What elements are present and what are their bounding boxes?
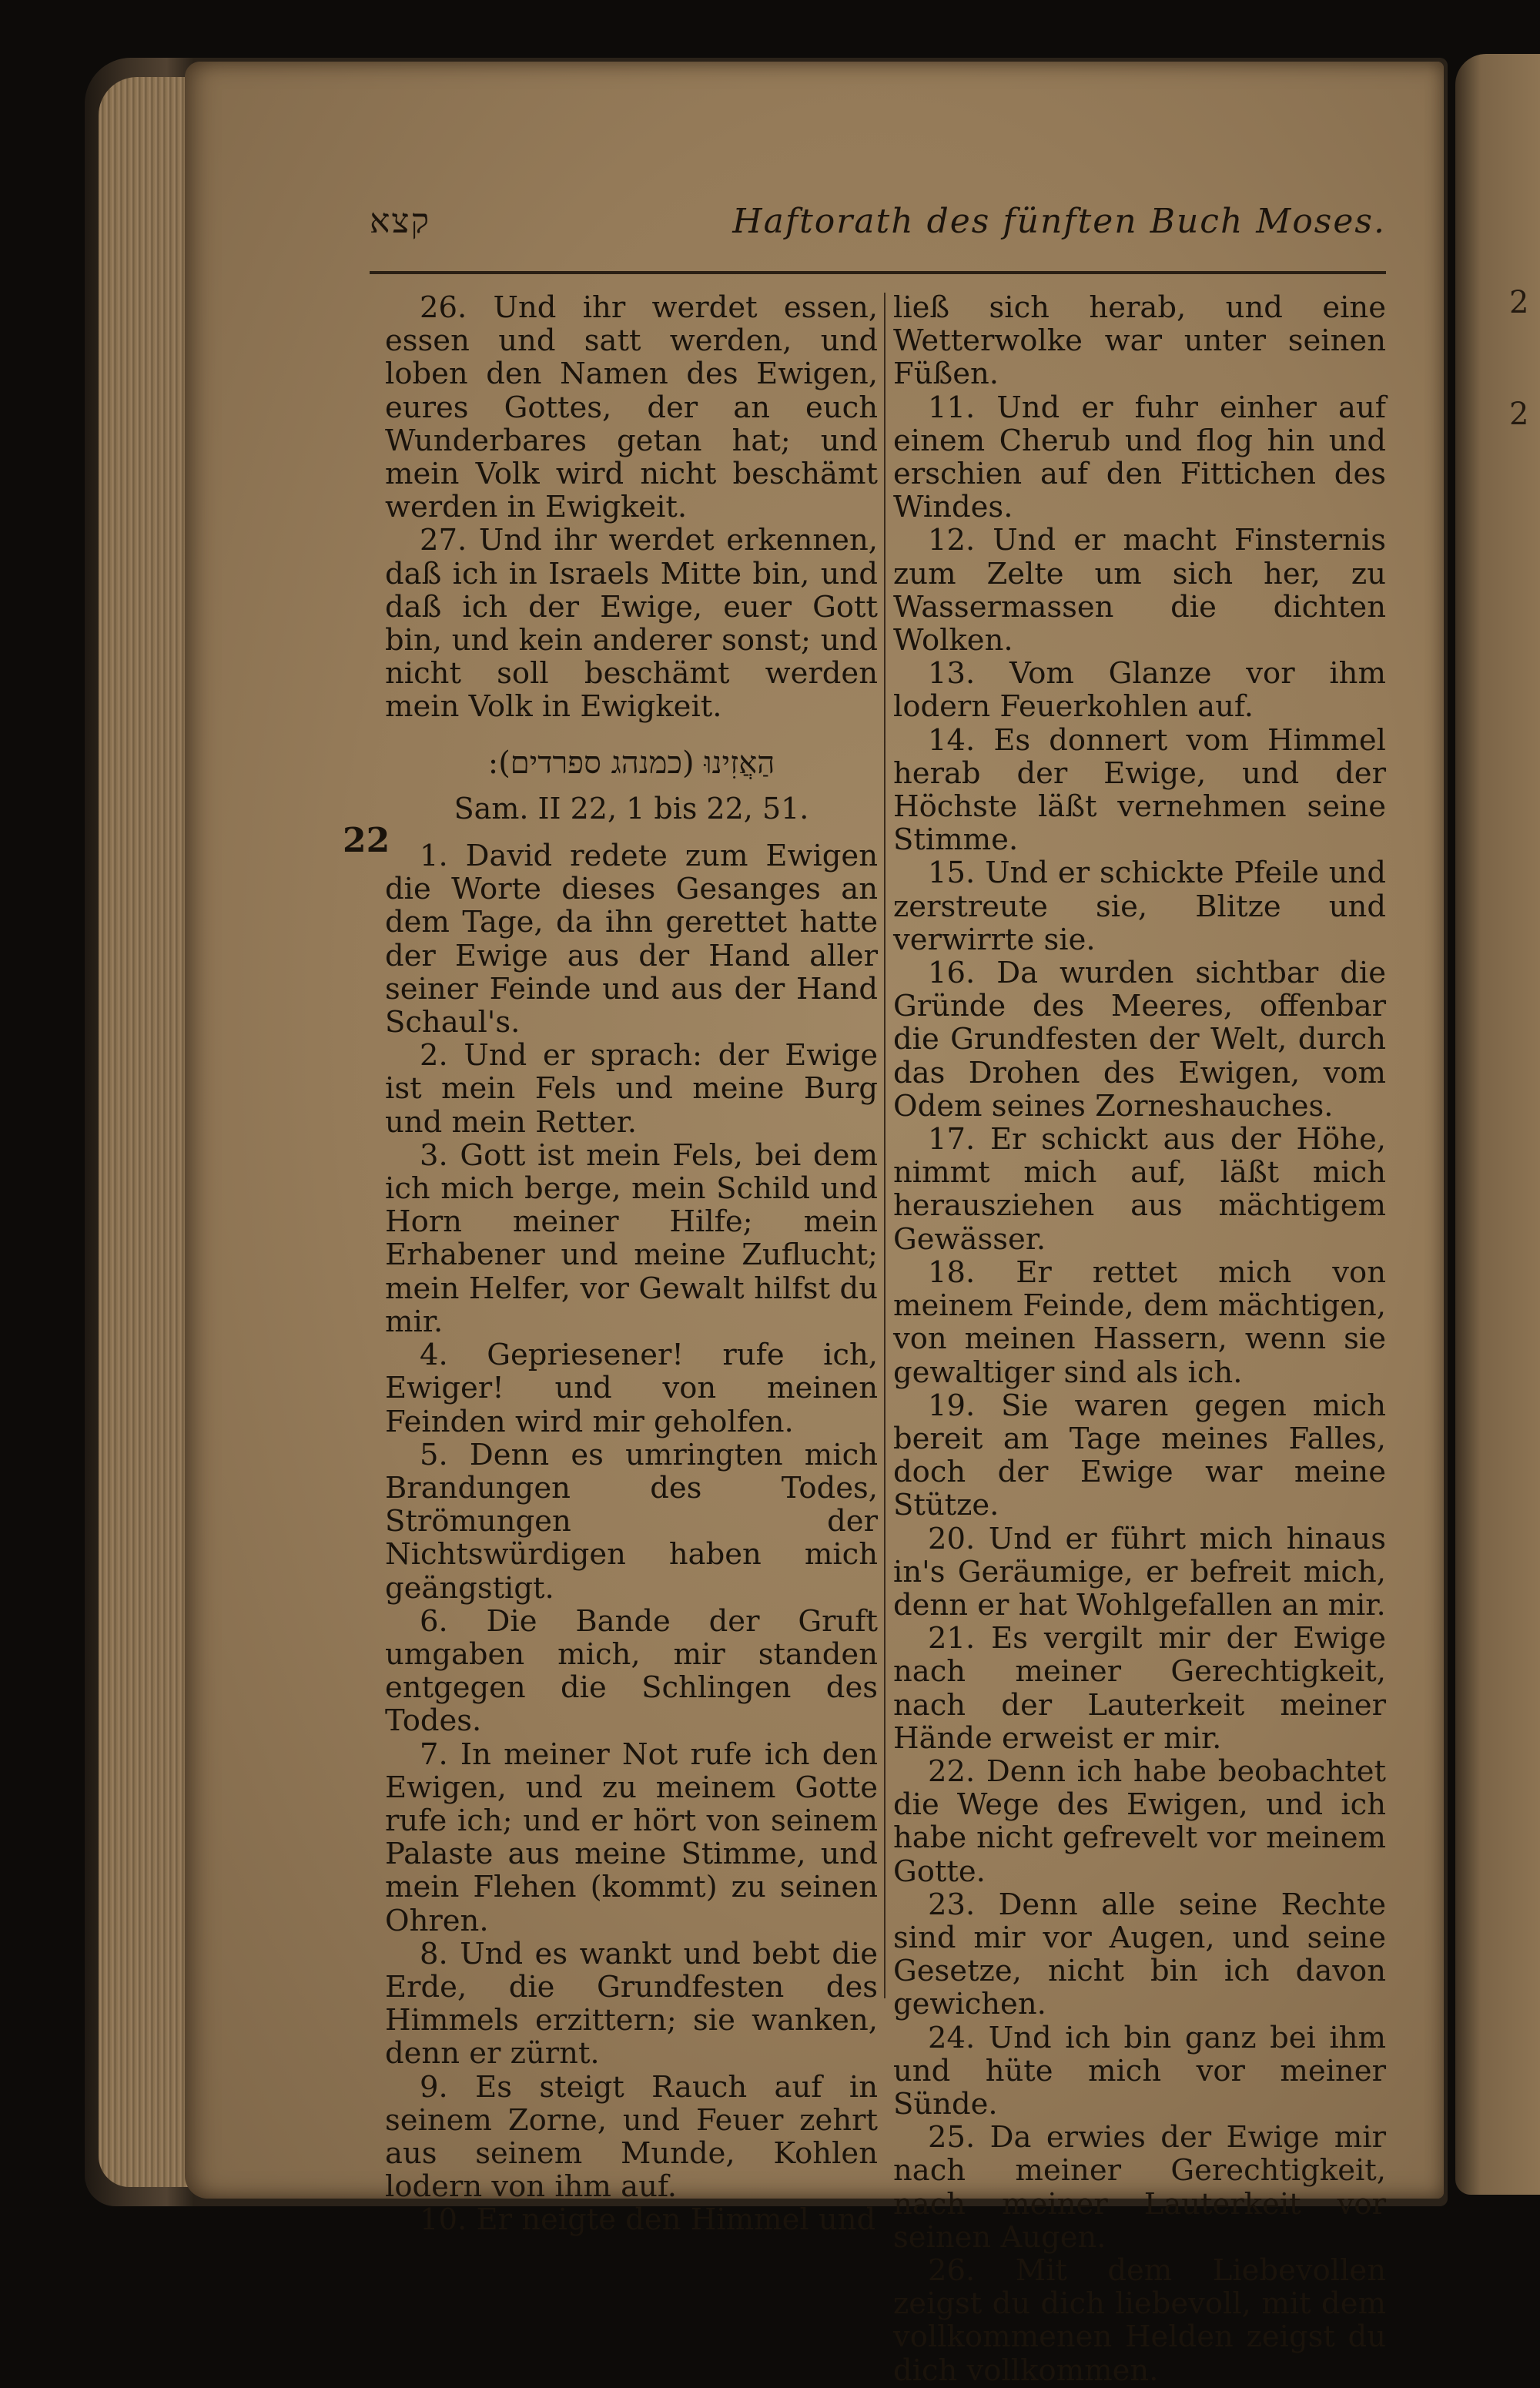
- verse-paragraph: 8. Und es wankt und bebt die Erde, die Grundfesten des Himmels erzittern; sie wanken, denn er zürnt.: [385, 1936, 878, 2071]
- verse-paragraph: 11. Und er fuhr einher auf einem Cherub und flog hin und erschien auf den Fittichen des Windes.: [893, 390, 1386, 525]
- verse-paragraph: 22. Denn ich habe beobachtet die Wege des Ewigen, und ich habe nicht gefrevelt vor meinem Gotte.: [893, 1753, 1386, 1889]
- chapter-marker: 22: [343, 821, 390, 860]
- haftorah-reference: Sam. II 22, 1 bis 22, 51.: [454, 791, 809, 826]
- verse-paragraph: 25. Da erwies der Ewige mir nach meiner Gerechtigkeit, nach meiner Lauterkeit vor seinen Augen.: [893, 2120, 1386, 2255]
- facing-page-fragment: 2: [1509, 285, 1529, 320]
- verse-paragraph: 17. Er schickt aus der Höhe, nimmt mich auf, läßt mich herausziehen aus mächtigem Gewässer.: [893, 1122, 1386, 1257]
- verse-paragraph: 14. Es donnert vom Himmel herab der Ewige, und der Höchste läßt vernehmen seine Stimme.: [893, 722, 1386, 858]
- verse-paragraph: 20. Und er führt mich hinaus in's Geräumige, er befreit mich, denn er hat Wohlgefallen an mir.: [893, 1521, 1386, 1623]
- verse-paragraph: 7. In meiner Not rufe ich den Ewigen, und zu meinem Gotte rufe ich; und er hört von seinem Palaste aus meine Stimme, und mein Flehen (kommt) zu seinen Ohren.: [385, 1737, 878, 1938]
- verse-paragraph: 9. Es steigt Rauch auf in seinem Zorne, und Feuer zehrt aus seinem Munde, Kohlen lodern von ihm auf.: [385, 2069, 878, 2205]
- verse-paragraph: 5. Denn es umringten mich Brandungen des Todes, Strömungen der Nichtswürdigen haben mich geängstigt.: [385, 1437, 878, 1606]
- verse-paragraph: 12. Und er macht Finsternis zum Zelte um sich her, zu Wassermassen die dichten Wolken.: [893, 523, 1386, 658]
- right-column: [893, 291, 1386, 2387]
- verse-paragraph: 1. David redete zum Ewigen die Worte dieses Gesanges an dem Tage, da ihn gerettet hatte der Ewige aus der Hand aller seiner Feinde und aus der Hand Schaul's.: [385, 839, 878, 1040]
- verse-paragraph: 13. Vom Glanze vor ihm lodern Feuerkohlen auf.: [893, 656, 1386, 725]
- verse-paragraph: 4. Gepriesener! rufe ich, Ewiger! und von meinen Feinden wird mir geholfen.: [385, 1338, 878, 1439]
- verse-paragraph: 27. Und ihr werdet erkennen, daß ich in Israels Mitte bin, und daß ich der Ewige, euer Gott bin, und kein anderer sonst; und nicht soll beschämt werden mein Volk in Ewigkeit.: [385, 523, 878, 725]
- facing-page-fragment: 2: [1509, 397, 1529, 432]
- verse-paragraph: 21. Es vergilt mir der Ewige nach meiner Gerechtigkeit, nach der Lauterkeit meiner Hände erweist er mir.: [893, 1621, 1386, 1756]
- verse-paragraph: 19. Sie waren gegen mich bereit am Tage meines Falles, doch der Ewige war meine Stütze.: [893, 1388, 1386, 1523]
- page-edges: [99, 77, 191, 2187]
- verse-paragraph: 18. Er rettet mich von meinem Feinde, dem mächtigen, von meinen Hassern, wenn sie gewaltiger sind als ich.: [893, 1254, 1386, 1390]
- verse-paragraph: ließ sich herab, und eine Wetterwolke war unter seinen Füßen.: [893, 290, 1386, 392]
- column-divider: [884, 293, 886, 1998]
- verse-paragraph: 26. Und ihr werdet essen, essen und satt werden, und loben den Namen des Ewigen, eures Gottes, der an euch Wunderbares getan hat; und mein Volk wird nicht beschämt werden in Ewigkeit.: [385, 290, 878, 525]
- running-title: Haftorath des fünften Buch Moses.: [732, 202, 1386, 241]
- haftorah-heading-hebrew: הַאֲזִינוּ (כמנהג ספרדים):: [487, 745, 775, 781]
- verse-paragraph: 15. Und er schickte Pfeile und zerstreute sie, Blitze und verwirrte sie.: [893, 856, 1386, 957]
- verse-paragraph: 24. Und ich bin ganz bei ihm und hüte mich vor meiner Sünde.: [893, 2020, 1386, 2122]
- verse-paragraph: 10. Er neigte den Himmel und: [420, 2202, 876, 2238]
- verse-paragraph: 16. Da wurden sichtbar die Gründe des Meeres, offenbar die Grundfesten der Welt, durch das Drohen des Ewigen, vom Odem seines Zorneshauches.: [893, 956, 1386, 1124]
- facing-page-edge: [1455, 54, 1540, 2195]
- verse-paragraph: 3. Gott ist mein Fels, bei dem ich mich berge, mein Schild und Horn meiner Hilfe; mein Erhabener und meine Zuflucht; mein Helfer, vor Gewalt hilfst du mir.: [385, 1137, 878, 1339]
- header-rule: [370, 271, 1386, 274]
- verse-paragraph: 26. Mit dem Liebevollen zeigst du dich liebevoll, mit dem vollkommenen Helden zeigst du dich vollkommen.: [893, 2252, 1386, 2388]
- verse-paragraph: 2. Und er sprach: der Ewige ist mein Fels und meine Burg und mein Retter.: [385, 1038, 878, 1140]
- verse-paragraph: 23. Denn alle seine Rechte sind mir vor Augen, und seine Gesetze, nicht bin ich davon gewichen.: [893, 1887, 1386, 2022]
- left-column: [385, 291, 878, 2237]
- page-number: קצא: [370, 202, 431, 241]
- verse-paragraph: 6. Die Bande der Gruft umgaben mich, mir standen entgegen die Schlingen des Todes.: [385, 1603, 878, 1739]
- page-header: [370, 202, 1386, 256]
